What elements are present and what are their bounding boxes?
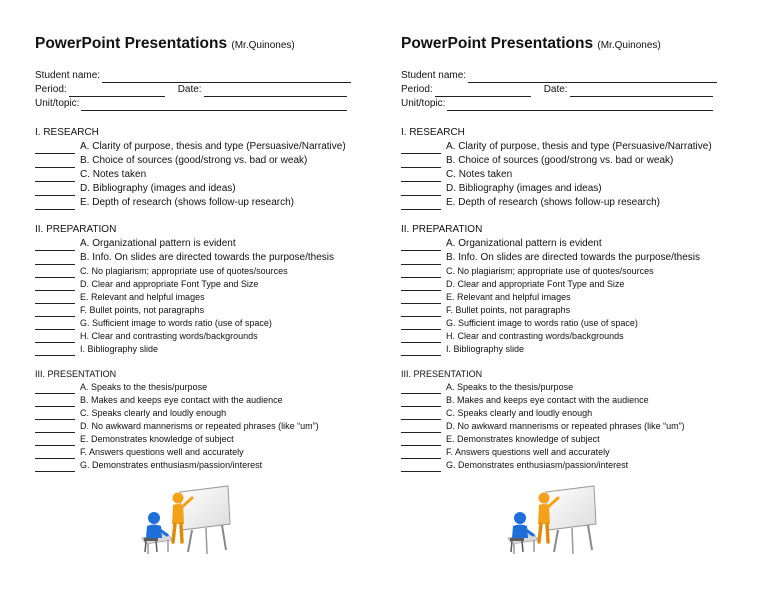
section-research <box>401 126 741 210</box>
score-blank[interactable] <box>35 462 75 472</box>
rubric-item <box>401 237 741 251</box>
rubric-item <box>35 317 375 330</box>
period-line[interactable] <box>69 86 165 97</box>
rubric-item <box>35 330 375 343</box>
rubric-item-label: F. Answers questions well and accurately <box>446 447 610 457</box>
rubric-item <box>401 330 741 343</box>
rubric-item <box>35 251 375 265</box>
rubric-item-label: C. No plagiarism; appropriate use of quotes/sources <box>80 266 288 276</box>
rubric-item <box>35 343 375 356</box>
unit-topic-line[interactable] <box>447 100 713 111</box>
rubric-item <box>401 278 741 291</box>
unit-topic-row <box>35 97 375 111</box>
score-blank[interactable] <box>401 307 441 317</box>
rubric-item <box>35 278 375 291</box>
rubric-item-label: G. Demonstrates enthusiasm/passion/interest <box>446 460 629 470</box>
score-blank[interactable] <box>401 268 441 278</box>
score-blank[interactable] <box>35 144 75 154</box>
title-text: PowerPoint Presentations <box>401 35 594 52</box>
rubric-item-label: E. Depth of research (shows follow-up research) <box>80 197 294 208</box>
rubric-item <box>35 407 375 420</box>
score-blank[interactable] <box>401 423 441 433</box>
score-blank[interactable] <box>35 436 75 446</box>
rubric-item-label: A. Speaks to the thesis/purpose <box>80 382 208 392</box>
sheet-title <box>401 34 741 56</box>
rubric-item <box>401 420 741 433</box>
rubric-item-label: G. Sufficient image to words ratio (use of space) <box>80 318 272 328</box>
score-blank[interactable] <box>35 423 75 433</box>
rubric-item-label: E. Relevant and helpful images <box>80 292 205 302</box>
rubric-item-label: G. Demonstrates enthusiasm/passion/interest <box>80 460 263 470</box>
score-blank[interactable] <box>35 281 75 291</box>
presenter-at-board-icon <box>506 484 598 556</box>
section-presentation <box>401 368 741 472</box>
presenter-at-board-icon <box>140 484 232 556</box>
rubric-item-label: B. Info. On slides are directed towards the purpose/thesis <box>80 252 335 263</box>
rubric-item-label: B. Makes and keeps eye contact with the audience <box>446 395 649 405</box>
section-preparation <box>401 223 741 356</box>
rubric-item <box>401 168 741 182</box>
rubric-item-label: E. Demonstrates knowledge of subject <box>446 434 600 444</box>
rubric-item-label: B. Info. On slides are directed towards the purpose/thesis <box>446 252 701 263</box>
student-name-row <box>401 69 741 83</box>
section-presentation <box>35 368 375 472</box>
rubric-item <box>35 381 375 394</box>
rubric-item-label: D. No awkward mannerisms or repeated phrases (like “um”) <box>446 421 685 431</box>
section-preparation <box>35 223 375 356</box>
rubric-item-label: H. Clear and contrasting words/backgrounds <box>80 331 258 341</box>
score-blank[interactable] <box>35 397 75 407</box>
student-info-fields <box>401 69 741 111</box>
rubric-item-label: C. Speaks clearly and loudly enough <box>80 408 227 418</box>
rubric-item-label: B. Choice of sources (good/strong vs. bad or weak) <box>446 155 674 166</box>
unit-topic-line[interactable] <box>81 100 347 111</box>
rubric-item-label: A. Clarity of purpose, thesis and type (Persuasive/Narrative) <box>446 141 712 152</box>
period-line[interactable] <box>435 86 531 97</box>
rubric-item <box>401 140 741 154</box>
score-blank[interactable] <box>35 346 75 356</box>
score-blank[interactable] <box>401 172 441 182</box>
rubric-item-label: C. Notes taken <box>80 169 147 180</box>
teacher-name: (Mr.Quinones) <box>597 40 661 51</box>
score-blank[interactable] <box>35 307 75 317</box>
score-blank[interactable] <box>401 462 441 472</box>
rubric-item <box>35 433 375 446</box>
score-blank[interactable] <box>35 449 75 459</box>
score-blank[interactable] <box>401 200 441 210</box>
score-blank[interactable] <box>401 255 441 265</box>
rubric-item <box>401 317 741 330</box>
score-blank[interactable] <box>35 255 75 265</box>
score-blank[interactable] <box>35 320 75 330</box>
rubric-item-label: D. Clear and appropriate Font Type and Size <box>446 279 625 289</box>
rubric-item <box>35 168 375 182</box>
score-blank[interactable] <box>401 384 441 394</box>
score-blank[interactable] <box>401 320 441 330</box>
student-name-line[interactable] <box>468 72 717 83</box>
rubric-item-label: G. Sufficient image to words ratio (use of space) <box>446 318 638 328</box>
student-name-label: Student name: <box>35 70 101 81</box>
rubric-item <box>401 196 741 210</box>
student-name-row <box>35 69 375 83</box>
period-date-row <box>35 83 375 97</box>
score-blank[interactable] <box>401 281 441 291</box>
rubric-item <box>35 154 375 168</box>
rubric-item <box>35 446 375 459</box>
period-label: Period: <box>401 84 433 95</box>
rubric-item <box>35 459 375 472</box>
score-blank[interactable] <box>35 384 75 394</box>
section-title: I. RESEARCH <box>35 127 99 138</box>
rubric-item <box>401 407 741 420</box>
teacher-name: (Mr.Quinones) <box>231 40 295 51</box>
period-date-row <box>401 83 741 97</box>
rubric-item-label: D. No awkward mannerisms or repeated phrases (like “um”) <box>80 421 319 431</box>
rubric-item <box>401 154 741 168</box>
unit-topic-row <box>401 97 741 111</box>
rubric-item <box>35 196 375 210</box>
sheet-title <box>35 34 375 56</box>
unit-topic-label: Unit/topic: <box>401 98 446 109</box>
rubric-item <box>401 265 741 278</box>
rubric-item-label: I. Bibliography slide <box>446 344 525 354</box>
date-line[interactable] <box>570 86 713 97</box>
rubric-sheet-right <box>401 34 741 472</box>
score-blank[interactable] <box>35 200 75 210</box>
score-blank[interactable] <box>401 410 441 420</box>
rubric-item <box>401 446 741 459</box>
section-research <box>35 126 375 210</box>
rubric-item-label: C. Notes taken <box>446 169 513 180</box>
rubric-item <box>401 343 741 356</box>
rubric-item <box>401 381 741 394</box>
section-title: I. RESEARCH <box>401 127 465 138</box>
student-name-line[interactable] <box>102 72 351 83</box>
rubric-item <box>35 140 375 154</box>
period-label: Period: <box>35 84 67 95</box>
rubric-item-label: A. Organizational pattern is evident <box>446 238 602 249</box>
rubric-item <box>35 291 375 304</box>
rubric-item-label: I. Bibliography slide <box>80 344 159 354</box>
rubric-item-label: H. Clear and contrasting words/backgrounds <box>446 331 624 341</box>
rubric-item <box>401 459 741 472</box>
score-blank[interactable] <box>401 346 441 356</box>
rubric-item <box>401 291 741 304</box>
score-blank[interactable] <box>35 186 75 196</box>
score-blank[interactable] <box>35 410 75 420</box>
rubric-item <box>35 237 375 251</box>
rubric-item-label: B. Choice of sources (good/strong vs. bad or weak) <box>80 155 308 166</box>
score-blank[interactable] <box>35 268 75 278</box>
rubric-item <box>35 182 375 196</box>
rubric-item-label: C. Speaks clearly and loudly enough <box>446 408 593 418</box>
section-title: II. PREPARATION <box>401 224 483 235</box>
rubric-item-label: C. No plagiarism; appropriate use of quotes/sources <box>446 266 654 276</box>
score-blank[interactable] <box>35 294 75 304</box>
rubric-item <box>401 304 741 317</box>
date-label: Date: <box>177 84 202 95</box>
score-blank[interactable] <box>401 449 441 459</box>
rubric-item <box>401 394 741 407</box>
score-blank[interactable] <box>35 158 75 168</box>
rubric-item-label: D. Bibliography (images and ideas) <box>446 183 602 194</box>
rubric-item-label: A. Organizational pattern is evident <box>80 238 236 249</box>
student-info-fields <box>35 69 375 111</box>
rubric-item-label: A. Clarity of purpose, thesis and type (Persuasive/Narrative) <box>80 141 346 152</box>
section-title: II. PREPARATION <box>35 224 117 235</box>
rubric-item <box>35 265 375 278</box>
rubric-item <box>35 394 375 407</box>
rubric-item-label: F. Answers questions well and accurately <box>80 447 244 457</box>
score-blank[interactable] <box>401 158 441 168</box>
rubric-item <box>35 304 375 317</box>
rubric-sheet-left <box>35 34 375 472</box>
score-blank[interactable] <box>35 241 75 251</box>
score-blank[interactable] <box>35 333 75 343</box>
rubric-item-label: B. Makes and keeps eye contact with the audience <box>80 395 283 405</box>
section-title: III. PRESENTATION <box>401 369 483 379</box>
title-text: PowerPoint Presentations <box>35 35 228 52</box>
rubric-item-label: E. Demonstrates knowledge of subject <box>80 434 234 444</box>
score-blank[interactable] <box>401 294 441 304</box>
score-blank[interactable] <box>401 186 441 196</box>
rubric-item-label: E. Depth of research (shows follow-up research) <box>446 197 660 208</box>
score-blank[interactable] <box>401 397 441 407</box>
rubric-item-label: D. Clear and appropriate Font Type and Size <box>80 279 259 289</box>
rubric-item <box>35 420 375 433</box>
score-blank[interactable] <box>401 241 441 251</box>
date-label: Date: <box>543 84 568 95</box>
score-blank[interactable] <box>401 436 441 446</box>
rubric-item <box>401 433 741 446</box>
rubric-item-label: F. Bullet points, not paragraphs <box>80 305 205 315</box>
rubric-item-label: F. Bullet points, not paragraphs <box>446 305 571 315</box>
score-blank[interactable] <box>401 144 441 154</box>
unit-topic-label: Unit/topic: <box>35 98 80 109</box>
rubric-item-label: E. Relevant and helpful images <box>446 292 571 302</box>
section-title: III. PRESENTATION <box>35 369 117 379</box>
rubric-item <box>401 251 741 265</box>
student-name-label: Student name: <box>401 70 467 81</box>
rubric-item-label: A. Speaks to the thesis/purpose <box>446 382 574 392</box>
rubric-item-label: D. Bibliography (images and ideas) <box>80 183 236 194</box>
rubric-item <box>401 182 741 196</box>
score-blank[interactable] <box>35 172 75 182</box>
score-blank[interactable] <box>401 333 441 343</box>
date-line[interactable] <box>204 86 347 97</box>
